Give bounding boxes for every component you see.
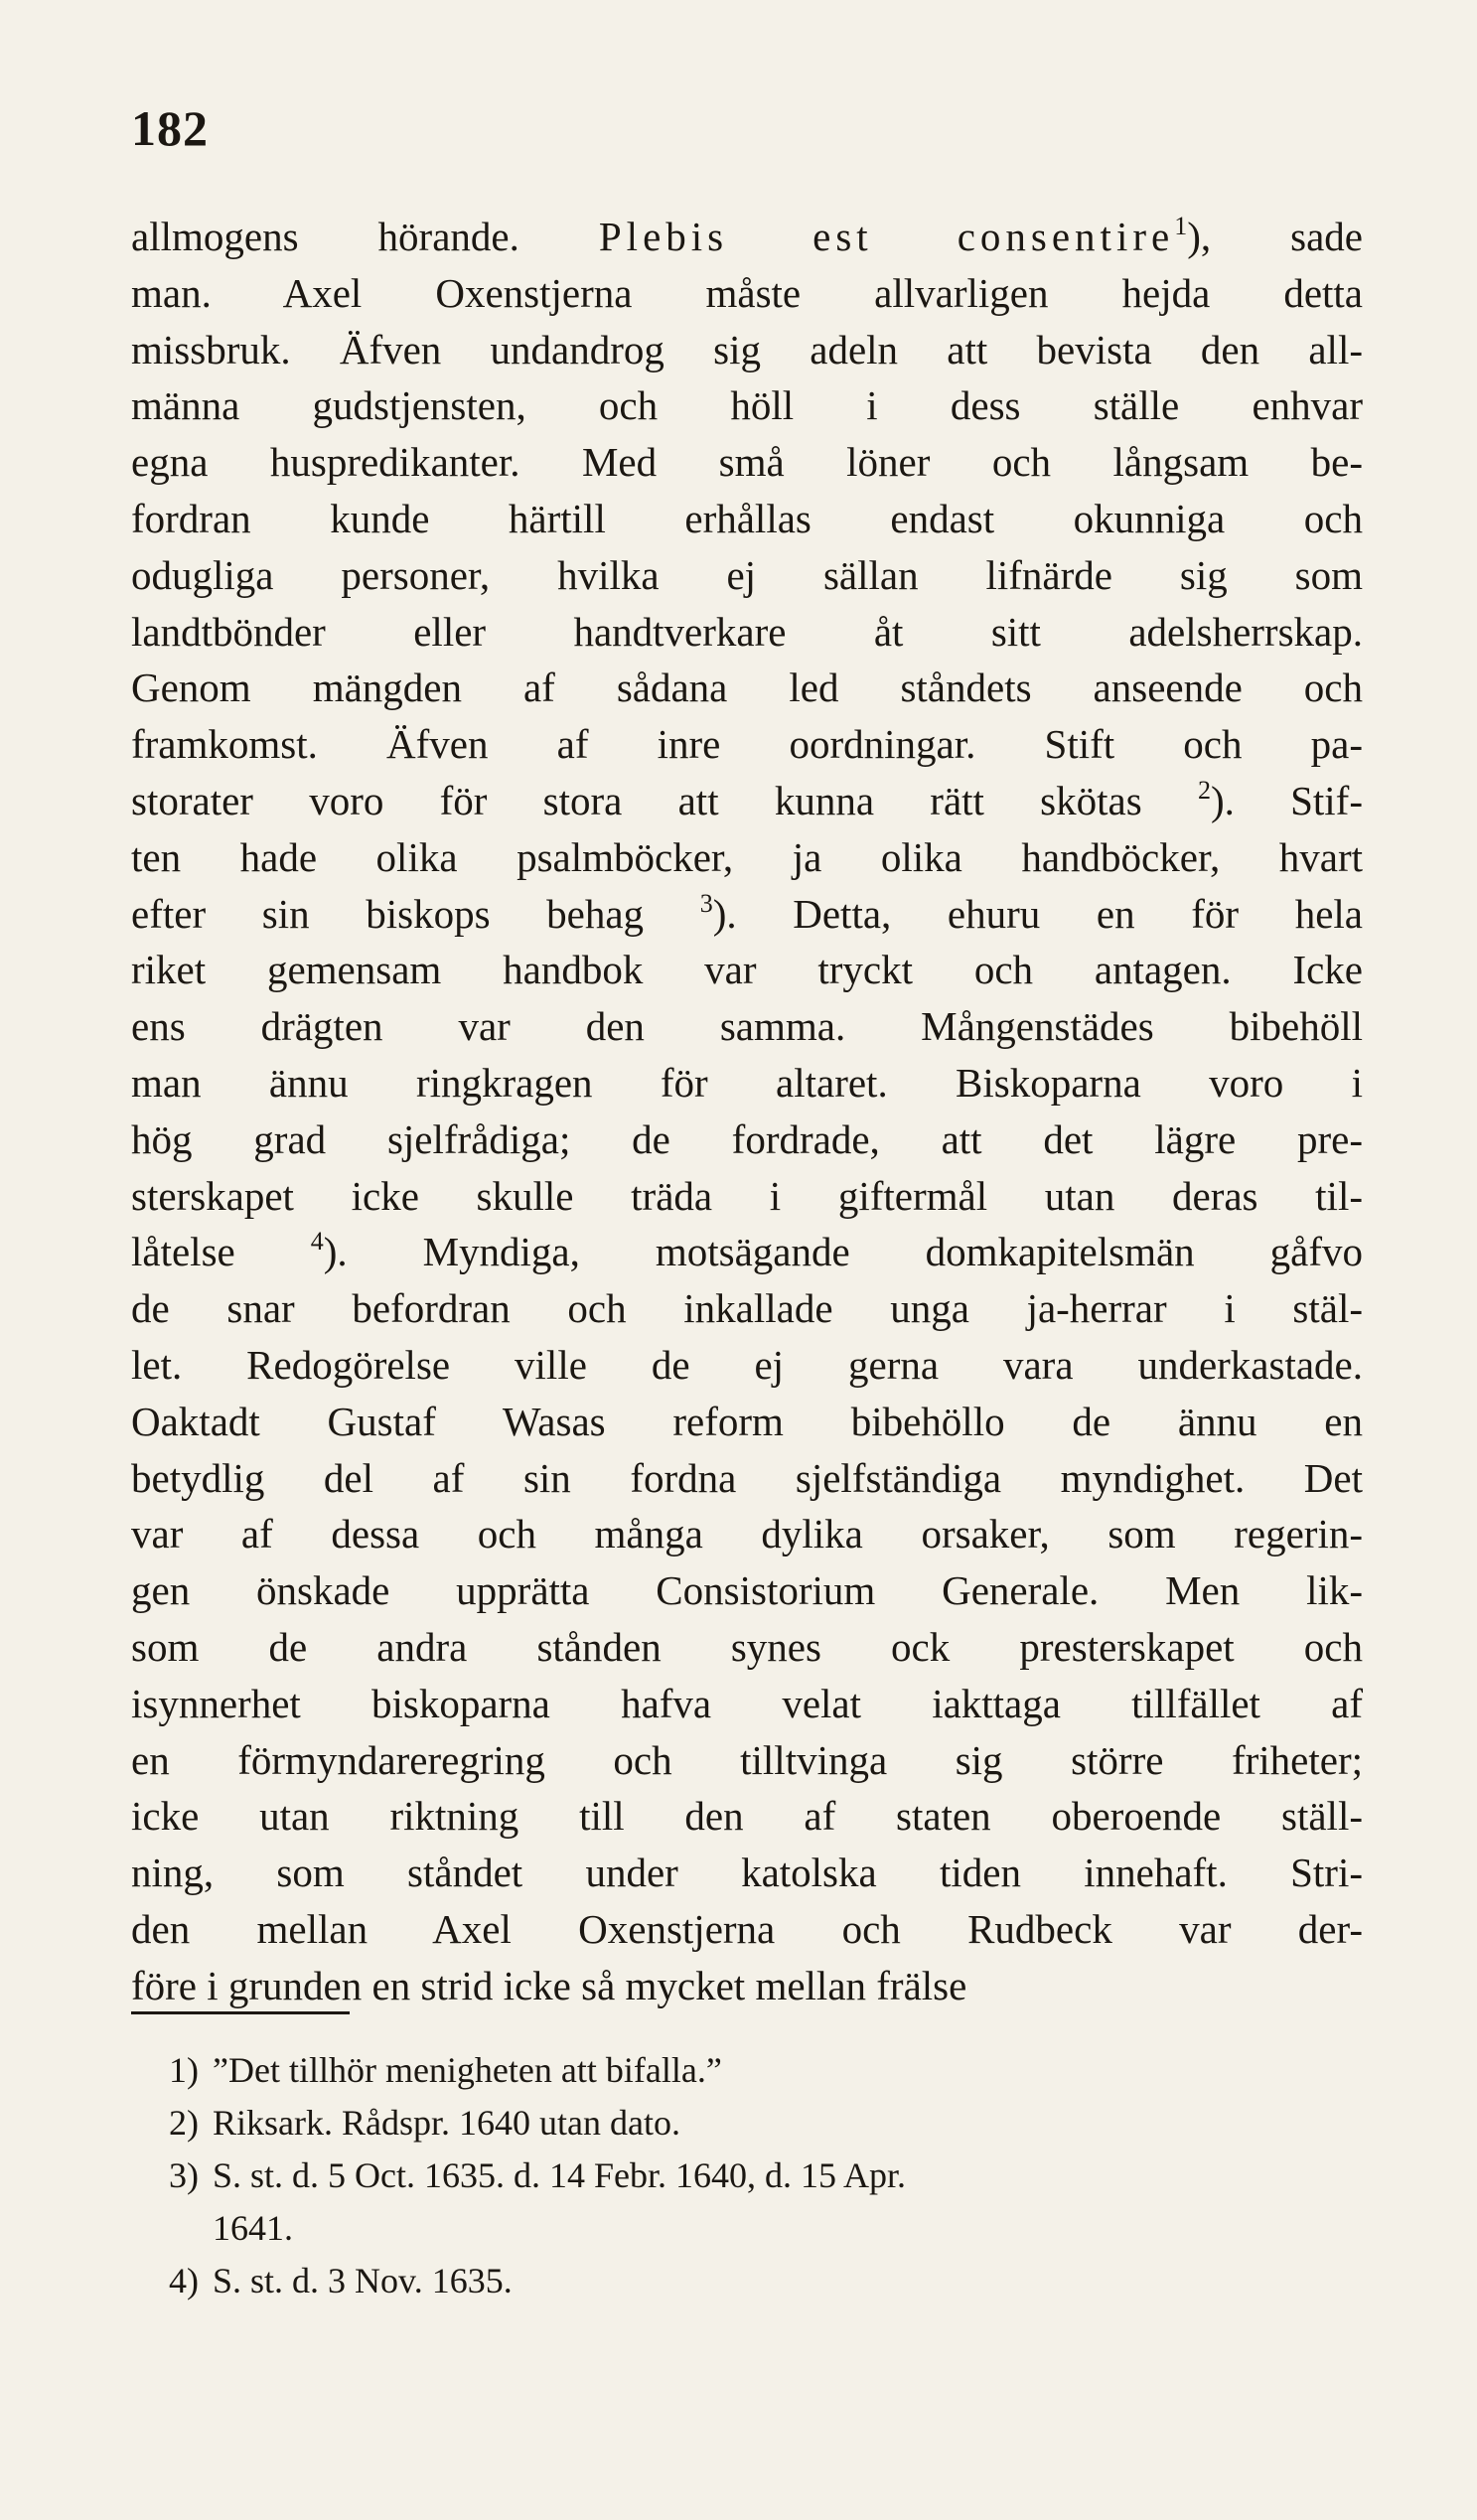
line-text: en förmyndareregring och tilltvinga sig större friheter; bbox=[131, 1736, 1363, 1783]
line-text: storater voro för stora att kunna rätt skötas bbox=[131, 777, 1198, 823]
text-line bbox=[131, 773, 1363, 829]
body-text bbox=[131, 209, 1363, 2014]
text-line bbox=[131, 1958, 1363, 2014]
line-text: riket gemensam handbok var tryckt och antagen. Icke bbox=[131, 947, 1363, 993]
text-line bbox=[131, 886, 1363, 943]
line-text: ). Myndiga, motsägande domkapitelsmän gåfvo bbox=[323, 1229, 1363, 1275]
text-line bbox=[131, 491, 1363, 547]
text-line bbox=[131, 265, 1363, 322]
text-line bbox=[131, 942, 1363, 998]
text-line bbox=[131, 1280, 1363, 1337]
line-text: icke utan riktning till den af staten oberoende ställ- bbox=[131, 1793, 1363, 1840]
text-line bbox=[131, 1619, 1363, 1676]
line-text: allmogens hörande. bbox=[131, 214, 599, 259]
line-text: låtelse bbox=[131, 1229, 311, 1275]
line-text: man ännu ringkragen för altaret. Biskoparna voro i bbox=[131, 1059, 1363, 1106]
footnote bbox=[169, 2097, 1361, 2149]
line-text: de snar befordran och inkallade unga ja-herrar i stäl- bbox=[131, 1285, 1363, 1332]
footnote-continuation: 1641. bbox=[213, 2208, 293, 2248]
text-line bbox=[131, 377, 1363, 434]
line-text: sterskapet icke skulle träda i giftermål utan deras til- bbox=[131, 1172, 1363, 1219]
text-line bbox=[131, 547, 1363, 604]
footnote-number: 4) bbox=[169, 2261, 199, 2300]
text-line bbox=[131, 434, 1363, 491]
line-text: ). Detta, ehuru en för hela bbox=[712, 890, 1363, 937]
footnote-text: S. st. d. 5 Oct. 1635. d. 14 Febr. 1640, d. 15 Apr. bbox=[213, 2155, 907, 2195]
line-text: efter sin biskops behag bbox=[131, 890, 700, 937]
footnote-number: 1) bbox=[169, 2050, 199, 2090]
line-text: man. Axel Oxenstjerna måste allvarligen hejda detta bbox=[131, 269, 1363, 316]
line-text: som de andra stånden synes ock presterskapet och bbox=[131, 1623, 1363, 1670]
line-text: ning, som ståndet under katolska tiden innehaft. Stri- bbox=[131, 1850, 1363, 1896]
text-line bbox=[131, 1676, 1363, 1732]
text-line bbox=[131, 1168, 1363, 1225]
text-line bbox=[131, 1394, 1363, 1450]
footnote-number: 3) bbox=[169, 2155, 199, 2195]
line-text: Genom mängden af sådana led ståndets anseende och bbox=[131, 665, 1363, 711]
text-line bbox=[131, 1732, 1363, 1789]
text-line bbox=[131, 829, 1363, 886]
footnotes bbox=[169, 2044, 1361, 2307]
text-line bbox=[131, 1506, 1363, 1562]
footnote-text: Riksark. Rådspr. 1640 utan dato. bbox=[213, 2103, 680, 2143]
line-text: Oaktadt Gustaf Wasas reform bibehöllo de ännu en bbox=[131, 1398, 1363, 1444]
line-text: isynnerhet biskoparna hafva velat iakttaga tillfället af bbox=[131, 1680, 1363, 1726]
text-line bbox=[131, 1788, 1363, 1845]
line-text: hög grad sjelfrådiga; de fordrade, att det lägre pre- bbox=[131, 1115, 1363, 1162]
footnote-text: S. st. d. 3 Nov. 1635. bbox=[213, 2261, 513, 2300]
footnote-reference: 1 bbox=[1174, 212, 1188, 240]
text-line bbox=[131, 1112, 1363, 1168]
line-text: ). Stif- bbox=[1210, 777, 1363, 823]
line-text: den mellan Axel Oxenstjerna och Rudbeck var der- bbox=[131, 1905, 1363, 1952]
text-line bbox=[131, 1562, 1363, 1619]
line-text: egna huspredikanter. Med små löner och långsam be- bbox=[131, 439, 1363, 486]
footnote-divider bbox=[131, 2011, 350, 2014]
line-text: före i grunden en strid icke så mycket mellan frälse bbox=[131, 1962, 967, 2008]
text-line bbox=[131, 1337, 1363, 1394]
line-text: männa gudstjensten, och höll i dess ställe enhvar bbox=[131, 382, 1363, 429]
line-text: let. Redogörelse ville de ej gerna vara underkastade. bbox=[131, 1341, 1363, 1388]
footnote bbox=[169, 2255, 1361, 2307]
line-text: ), sade bbox=[1187, 214, 1363, 259]
footnote-reference: 3 bbox=[699, 888, 713, 918]
footnote bbox=[169, 2149, 1361, 2202]
text-line bbox=[131, 998, 1363, 1055]
line-text: fordran kunde härtill erhållas endast okunniga och bbox=[131, 495, 1363, 541]
footnote bbox=[169, 2044, 1361, 2097]
text-line bbox=[131, 716, 1363, 773]
footnote-text: ”Det tillhör menigheten att bifalla.” bbox=[213, 2050, 722, 2090]
page-number: 182 bbox=[131, 100, 209, 156]
line-text: odugliga personer, hvilka ej sällan lifnärde sig som bbox=[131, 551, 1363, 598]
footnote-reference: 4 bbox=[310, 1227, 324, 1257]
footnote-reference: 2 bbox=[1197, 775, 1211, 805]
text-line bbox=[131, 1055, 1363, 1112]
line-text: gen önskade upprätta Consistorium Generale. Men lik- bbox=[131, 1567, 1363, 1614]
text-line bbox=[131, 209, 1363, 265]
line-text: betydlig del af sin fordna sjelfständiga myndighet. Det bbox=[131, 1454, 1363, 1501]
line-text: missbruk. Äfven undandrog sig adeln att bevista den all- bbox=[131, 326, 1363, 372]
spaced-latin-quote: Plebis est consentire bbox=[598, 214, 1175, 259]
line-text: ten hade olika psalmböcker, ja olika handböcker, hvart bbox=[131, 833, 1363, 880]
footnote-number: 2) bbox=[169, 2103, 199, 2143]
text-line bbox=[131, 1224, 1363, 1280]
text-line bbox=[131, 322, 1363, 378]
line-text: ens drägten var den samma. Mångenstädes bibehöll bbox=[131, 1003, 1363, 1050]
line-text: framkomst. Äfven af inre oordningar. Stift och pa- bbox=[131, 721, 1363, 768]
line-text: landtbönder eller handtverkare åt sitt adelsherrskap. bbox=[131, 608, 1363, 655]
text-line bbox=[131, 660, 1363, 716]
text-line bbox=[131, 604, 1363, 661]
text-line bbox=[131, 1901, 1363, 1958]
line-text: var af dessa och många dylika orsaker, som regerin- bbox=[131, 1511, 1363, 1557]
text-line bbox=[131, 1450, 1363, 1507]
text-line bbox=[131, 1845, 1363, 1901]
